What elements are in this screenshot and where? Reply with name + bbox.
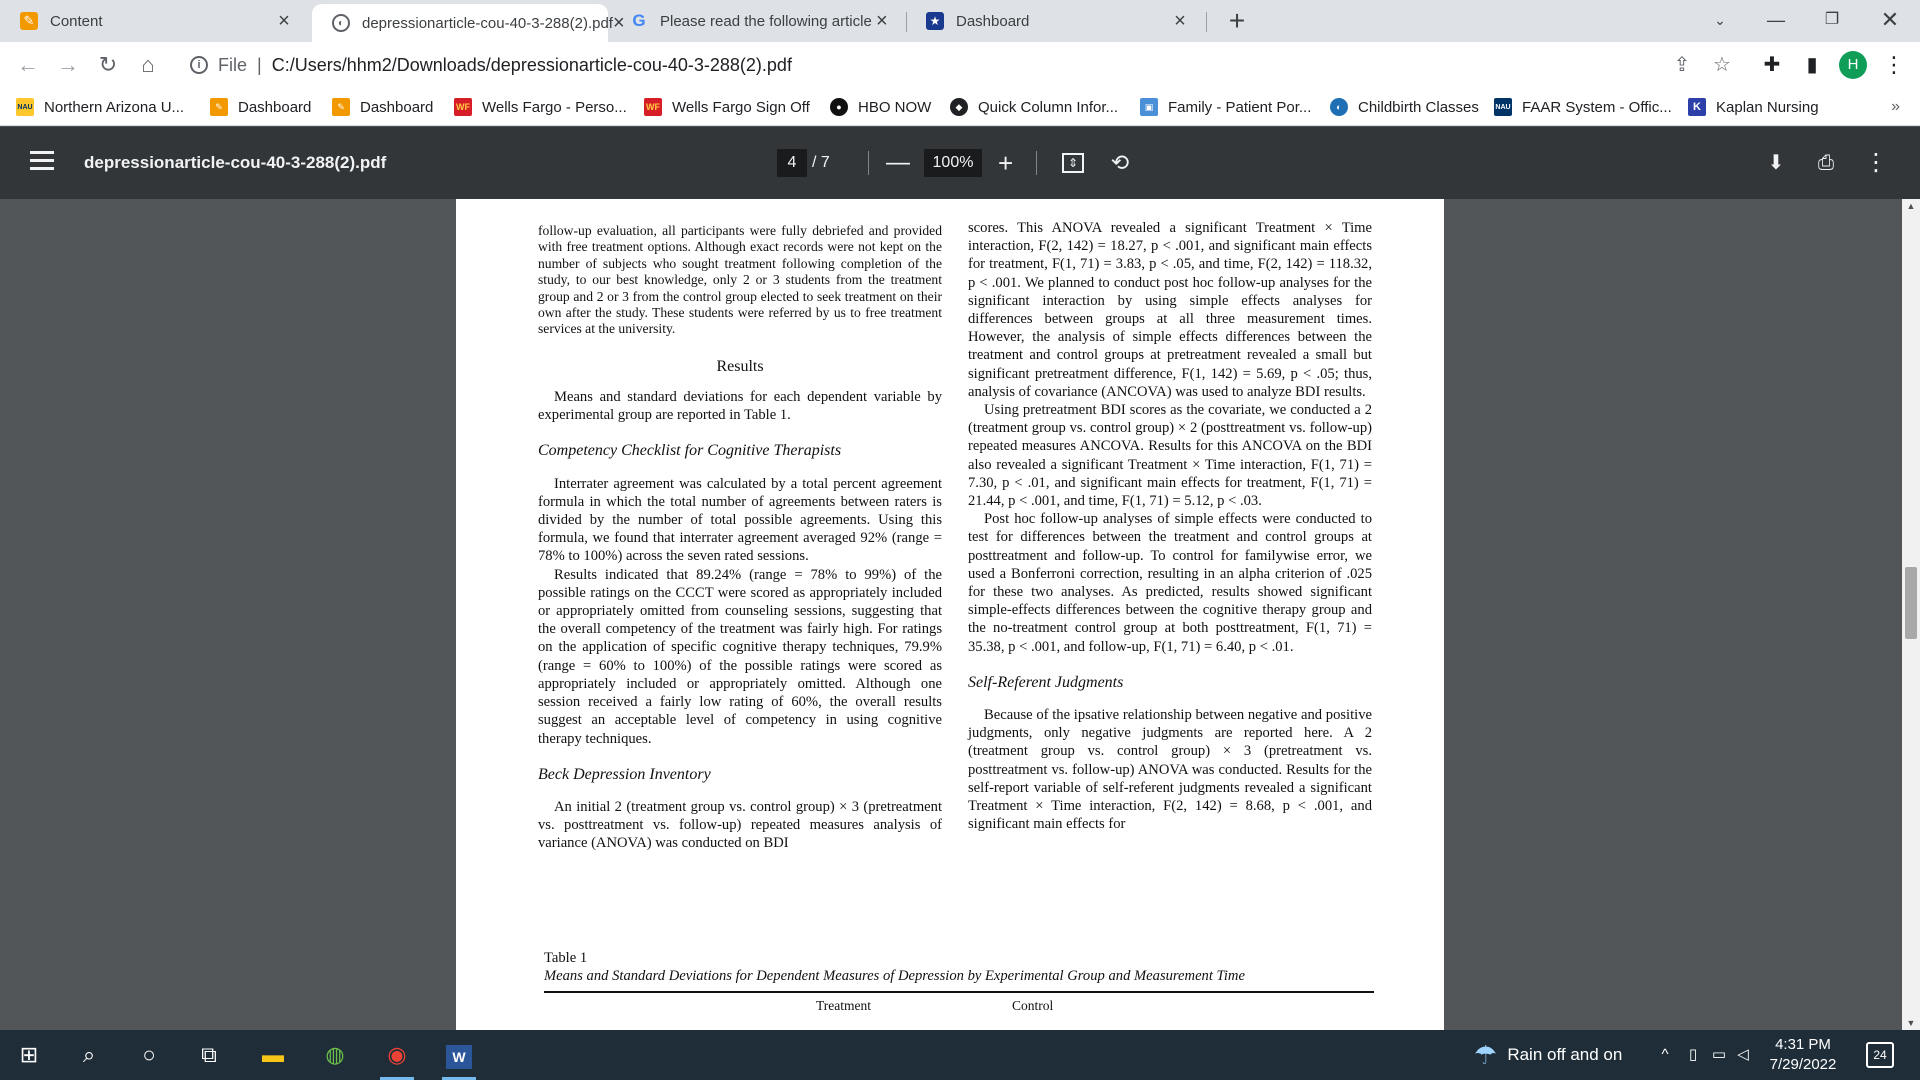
usb-icon[interactable]: ▯: [1688, 1046, 1698, 1063]
close-icon[interactable]: ×: [1174, 9, 1186, 32]
bookmark-item[interactable]: [454, 88, 627, 126]
paragraph: Means and standard deviations for each dependent variable by experimental group are reported in Table 1.: [538, 389, 942, 424]
kaplan-icon: K: [1688, 98, 1706, 116]
download-icon[interactable]: ⬇: [1767, 152, 1785, 174]
table-caption: Means and Standard Deviations for Dependent Measures of Depression by Experimental Group and Measurement Time: [544, 968, 1245, 984]
weather-widget[interactable]: [1474, 1030, 1622, 1080]
bookmark-item[interactable]: [1688, 88, 1819, 126]
new-tab-button[interactable]: +: [1228, 5, 1246, 36]
scrollbar[interactable]: [1902, 199, 1920, 1030]
paragraph: scores. This ANOVA revealed a significant Treatment × Time interaction, F(2, 142) = 18.27, p < .001, and significant main effects for treatment, F(1, 71) = 3.83, p < .05, and time, F(2, 142) = 118.32, p < .001. We planned to conduct post hoc follow-up analyses for the significant interaction by using simple effects analyses for differences between groups at all three measurement times. However, the analysis of simple effects differences between the treatment and control groups at pretreatment revealed a small but significant pretreatment difference, F(1, 142) = 5.69, p < .05; thus, analysis of covariance (ANCOVA) was used to analyze BDI results.: [968, 220, 1372, 400]
paragraph: Interrater agreement was calculated by a total percent agreement formula in which the total number of agreements between raters is divided by the number of total possible agreements. Using this formula, we found that interrater agreement averaged 92% (range = 78% to 100%) across the seven rated sessions.: [538, 475, 942, 565]
bookmark-item[interactable]: [1494, 88, 1672, 126]
url-text[interactable]: C:/Users/hhm2/Downloads/depressionarticle-cou-40-3-288(2).pdf: [271, 54, 792, 75]
page-number-input[interactable]: 4: [777, 149, 807, 177]
nau-icon: NAU: [16, 98, 34, 116]
chevron-down-icon[interactable]: ⌄: [1714, 12, 1726, 28]
zoom-level-input[interactable]: 100%: [924, 149, 982, 177]
bookmark-label: Family - Patient Por...: [1168, 98, 1312, 116]
zoom-out-button[interactable]: —: [886, 149, 910, 176]
page-total: / 7: [812, 154, 830, 171]
chevron-up-icon[interactable]: ^: [1661, 1046, 1669, 1063]
url-separator: |: [257, 54, 262, 75]
bookmark-item[interactable]: [644, 88, 810, 126]
tab-divider: [1206, 12, 1207, 32]
table-1: [544, 949, 1374, 1017]
system-clock[interactable]: [1760, 1035, 1846, 1075]
table-header-control: Control: [1012, 998, 1054, 1013]
right-column: [968, 219, 1372, 834]
subsection-heading-bdi: Beck Depression Inventory: [538, 765, 711, 783]
notification-badge[interactable]: 24: [1866, 1042, 1894, 1068]
table-label: Table 1: [544, 950, 588, 966]
scroll-up-icon[interactable]: ▲: [1906, 201, 1916, 211]
windows-start-icon[interactable]: ⊞: [19, 1042, 39, 1067]
bookmark-label: Northern Arizona U...: [44, 98, 185, 116]
tab-dashboard[interactable]: [906, 0, 1206, 42]
scrollbar-thumb[interactable]: [1905, 567, 1917, 639]
paragraph: An initial 2 (treatment group vs. control group) × 3 (pretreatment vs. posttreatment vs. follow-up) repeated measures analysis of variance (ANOVA) was conducted on BDI: [538, 798, 942, 852]
fit-page-icon[interactable]: ⇕: [1062, 153, 1084, 173]
side-panel-icon[interactable]: ▮: [1806, 54, 1818, 76]
close-icon[interactable]: ×: [876, 9, 888, 32]
close-icon[interactable]: ×: [278, 9, 290, 32]
battery-icon[interactable]: ▭: [1711, 1046, 1727, 1063]
star-badge-icon: ★: [926, 12, 944, 30]
back-arrow-icon[interactable]: ←: [17, 52, 39, 77]
tab-title: Please read the following article: [660, 12, 872, 30]
bookmark-label: Kaplan Nursing: [1716, 98, 1819, 116]
hbo-icon: ●: [830, 98, 848, 116]
pdf-toolbar: [0, 127, 1920, 199]
file-explorer-icon[interactable]: ▬: [262, 1042, 284, 1067]
pencil-icon: ✎: [332, 98, 350, 116]
zoom-in-button[interactable]: +: [998, 148, 1014, 178]
tab-title: Dashboard: [956, 12, 1030, 30]
share-icon[interactable]: ⇪: [1673, 54, 1691, 76]
wells-fargo-icon: WF: [454, 98, 472, 116]
close-icon[interactable]: ✕: [1880, 7, 1900, 32]
profile-avatar[interactable]: H: [1839, 51, 1867, 79]
url-scheme: File: [218, 54, 248, 75]
cortana-icon[interactable]: ○: [142, 1042, 156, 1067]
bookmark-label: Dashboard: [360, 98, 434, 116]
wells-fargo-icon: WF: [644, 98, 662, 116]
info-icon[interactable]: i: [190, 56, 208, 74]
extensions-icon[interactable]: ✚: [1763, 54, 1781, 76]
bookmark-label: HBO NOW: [858, 98, 932, 116]
paragraph: Because of the ipsative relationship between negative and positive judgments, only negative judgments are reported here. A 2 (treatment group vs. control group) × 3 (pretreatment vs. posttreatment vs. follow-up) ANOVA was conducted. Results for the self-report variable of self-referent judgments revealed a significant Treatment × Time interaction, F(2, 142) = 8.68, p < .001, and significant main effects for: [968, 707, 1372, 833]
paragraph: Using pretreatment BDI scores as the covariate, we conducted a 2 (treatment group vs. control group) × 2 (posttreatment vs. follow-up) repeated measures ANCOVA. Results for this ANCOVA on the BDI also revealed a significant Treatment × Time interaction, F(1, 71) = 7.30, p < .01, and significant main effects for treatment, F(1, 71) = 21.44, p < .001, and time, F(1, 71) = 5.12, p < .03.: [968, 402, 1372, 510]
tab-title: depressionarticle-cou-40-3-288(2).pdf: [362, 14, 613, 32]
google-icon: G: [632, 11, 646, 30]
nau-icon: NAU: [1494, 98, 1512, 116]
bookmarks-bar: [0, 88, 1920, 126]
clock-date: 7/29/2022: [1769, 1056, 1837, 1073]
browser-toolbar: [0, 42, 1920, 88]
close-icon[interactable]: ×: [612, 11, 625, 34]
speaker-icon[interactable]: ◁: [1737, 1046, 1749, 1063]
bookmark-item[interactable]: [16, 88, 184, 126]
word-icon[interactable]: W: [434, 1030, 484, 1080]
ie-globe-icon[interactable]: ◍: [325, 1042, 345, 1067]
bookmark-item[interactable]: [950, 88, 1118, 126]
tab-google[interactable]: [610, 0, 906, 42]
minimize-icon[interactable]: —: [1767, 10, 1785, 30]
hamburger-menu-icon[interactable]: [30, 151, 54, 171]
bookmark-item[interactable]: [830, 88, 931, 126]
chrome-icon[interactable]: ◉: [372, 1030, 422, 1080]
bookmark-label: FAAR System - Offic...: [1522, 98, 1672, 116]
scroll-down-icon[interactable]: ▼: [1906, 1018, 1916, 1028]
subsection-heading-srj: Self-Referent Judgments: [968, 673, 1124, 691]
bookmark-item[interactable]: [1140, 88, 1311, 126]
more-actions-icon[interactable]: ⋮: [1864, 149, 1888, 176]
rotate-icon[interactable]: ⟲: [1110, 150, 1130, 175]
clock-time: 4:31 PM: [1775, 1036, 1831, 1053]
paragraph: Post hoc follow-up analyses of simple effects were conducted to test for differences between the treatment and control groups at posttreatment and follow-up. To control for familywise error, we used a Bonferroni correction, resulting in an alpha criterion of .025 for these two analyses. As predicted, results showed significant simple-effects differences between the cognitive therapy group and the no-treatment control group at both posttreatment, F(1, 71) = 35.38, p < .001, and follow-up, F(1, 71) = 6.40, p < .01.: [968, 511, 1372, 655]
tab-strip: [0, 0, 1920, 42]
forward-arrow-icon[interactable]: →: [57, 52, 79, 77]
taskbar: [0, 1030, 1920, 1080]
paragraph: Results indicated that 89.24% (range = 78% to 99%) of the possible ratings on the CCCT were scored as appropriately included or appropriately omitted from counseling sessions, suggesting that the overall competency of the treatment was fairly high. For ratings on the application of specific cognitive therapy techniques, 79.9% (range = 60% to 100%) of the possible ratings were scored as appropriately included or appropriately omitted. Although one session received a fairly low rating of 60%, the overall results suggest an acceptable level of competency in using cognitive therapy techniques.: [538, 566, 942, 747]
bookmark-label: Childbirth Classes: [1358, 98, 1479, 116]
address-bar[interactable]: [174, 47, 1728, 83]
globe-icon: ◐: [332, 14, 350, 32]
pdf-filename: depressionarticle-cou-40-3-288(2).pdf: [84, 153, 387, 172]
paragraph: follow-up evaluation, all participants were fully debriefed and provided with free treatment options. Although exact records were not kept on the number of subjects who sought treatment following completion of the study, to our best knowledge, only 2 or 3 students from the treatment group and 2 or 3 from the control group elected to seek treatment on their own after the study. These students were referred by us to free treatment services at the university.: [538, 223, 942, 337]
reload-icon[interactable]: ↻: [98, 52, 118, 77]
weather-text: Rain off and on: [1507, 1045, 1623, 1064]
bookmark-item[interactable]: [210, 88, 311, 126]
restore-icon[interactable]: ❐: [1824, 11, 1840, 28]
kebab-menu-icon[interactable]: ⋮: [1883, 52, 1905, 77]
left-column: [538, 223, 942, 853]
toolbar-divider: [1036, 151, 1037, 175]
task-view-icon[interactable]: ⧉: [201, 1042, 217, 1067]
pencil-icon: ✎: [20, 12, 38, 30]
patient-portal-icon: ▣: [1140, 98, 1158, 116]
umbrella-icon: ☂: [1474, 1039, 1498, 1070]
pdf-page: [456, 199, 1444, 1030]
toolbar-divider: [868, 151, 869, 175]
bookmark-label: Quick Column Infor...: [978, 98, 1119, 116]
pencil-icon: ✎: [210, 98, 228, 116]
pdf-viewport[interactable]: [0, 199, 1920, 1030]
bookmark-item[interactable]: [1330, 88, 1479, 126]
tab-title: Content: [50, 12, 103, 30]
table-header-treatment: Treatment: [816, 998, 871, 1013]
search-icon[interactable]: ⌕: [82, 1042, 96, 1067]
subsection-heading-cct: Competency Checklist for Cognitive Therapists: [538, 442, 842, 460]
tab-pdf[interactable]: [312, 4, 625, 42]
print-icon[interactable]: ⎙: [1818, 152, 1834, 174]
table-rule: [544, 991, 1374, 993]
tab-content[interactable]: [0, 0, 310, 42]
home-icon[interactable]: ⌂: [141, 52, 155, 77]
bookmarks-overflow-icon[interactable]: »: [1891, 98, 1900, 115]
childbirth-icon: ◐: [1330, 98, 1348, 116]
bookmark-label: Wells Fargo - Perso...: [482, 98, 627, 116]
bookmark-item[interactable]: [332, 88, 433, 126]
bookmark-label: Dashboard: [238, 98, 312, 116]
compass-icon: ◆: [950, 98, 968, 116]
section-heading-results: Results: [716, 357, 764, 375]
bookmark-label: Wells Fargo Sign Off: [672, 98, 810, 116]
bookmark-star-icon[interactable]: ☆: [1713, 54, 1731, 76]
